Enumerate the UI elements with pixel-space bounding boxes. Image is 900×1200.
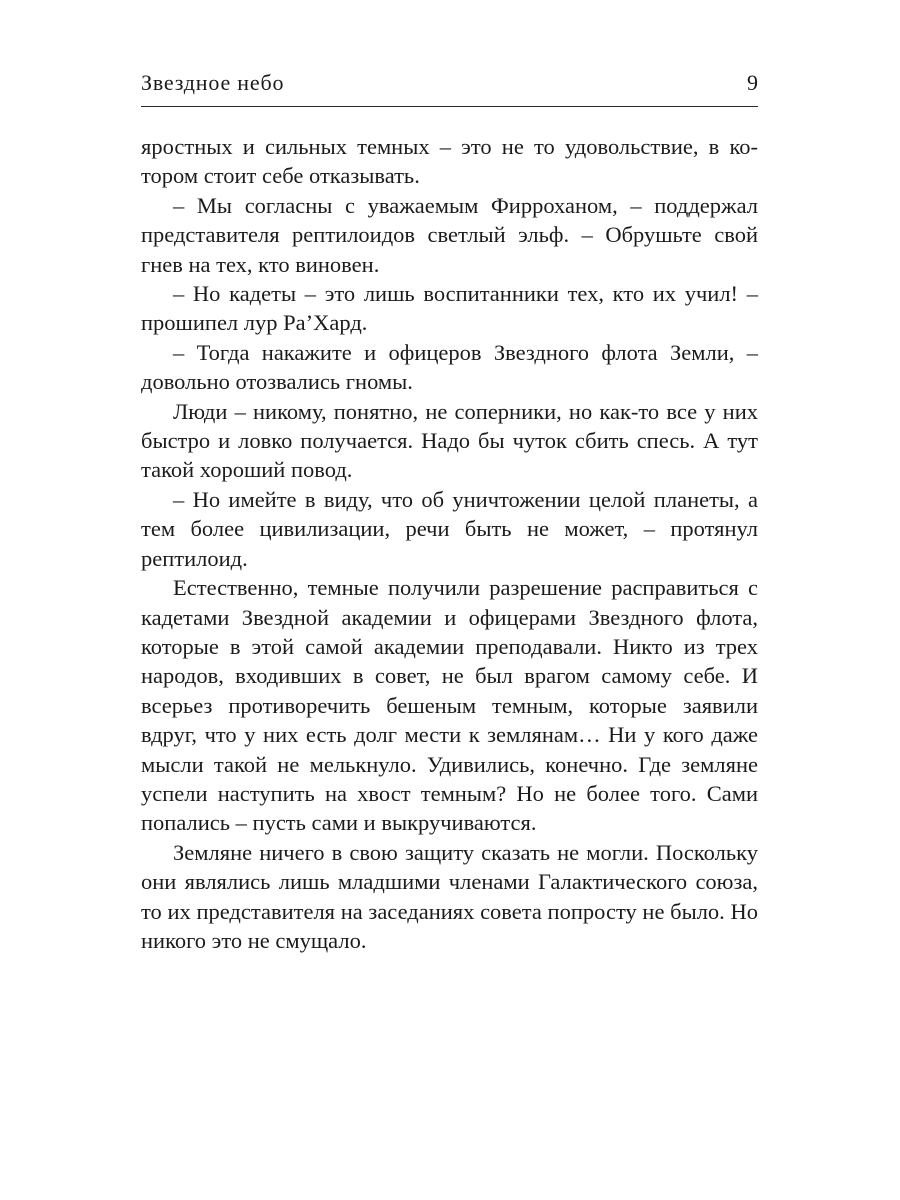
page-number: 9: [747, 70, 758, 95]
paragraph: – Тогда накажите и офицеров Звездного флота Земли, – довольно отозвались гномы.: [141, 339, 758, 395]
paragraph: – Мы согласны с уважаемым Фирроханом, – поддержал представителя рептилоидов светлый эльф. – Обрушьте свой гнев на тех, кто виновен.: [141, 192, 758, 277]
paragraph: Люди – никому, понятно, не соперники, но как-то все у них быстро и ловко получается. Надо бы чуток сбить спесь. А тут такой хороший повод.: [141, 398, 758, 483]
running-title: Звездное небо: [141, 70, 285, 95]
paragraph: яростных и сильных темных – это не то удовольствие, в котором стоит себе отказывать.: [141, 134, 758, 189]
paragraph: Естественно, темные получили разрешение расправиться с кадетами Звездной академии и офицерами Звездного флота, которые в этой самой академии преподавали. Никто из трех народов, входивших в совет, не был врагом самому себе. И всерьез противоречить бешеным темным, которые заявили вдруг, что у них есть долг мести к землянам… Ни у кого даже мысли такой не мелькнуло. Удивились, конечно. Где земляне успели наступить на хвост темным? Но не более того. Сами попались – пусть сами и выкручиваются.: [141, 575, 758, 836]
page-body: [141, 132, 758, 955]
paragraph: – Но кадеты – это лишь воспитанники тех, кто их учил! – прошипел лур Ра’Хард.: [141, 281, 758, 336]
running-header: [141, 66, 758, 107]
paragraph: Земляне ничего в свою защиту сказать не могли. Поскольку они являлись лишь младшими членами Галактического союза, то их представителя на заседаниях совета попросту не было. Но никого это не смущало.: [141, 839, 758, 953]
paragraph: – Но имейте в виду, что об уничтожении целой планеты, а тем более цивилизации, речи быть не может, – протянул рептилоид.: [141, 486, 758, 571]
